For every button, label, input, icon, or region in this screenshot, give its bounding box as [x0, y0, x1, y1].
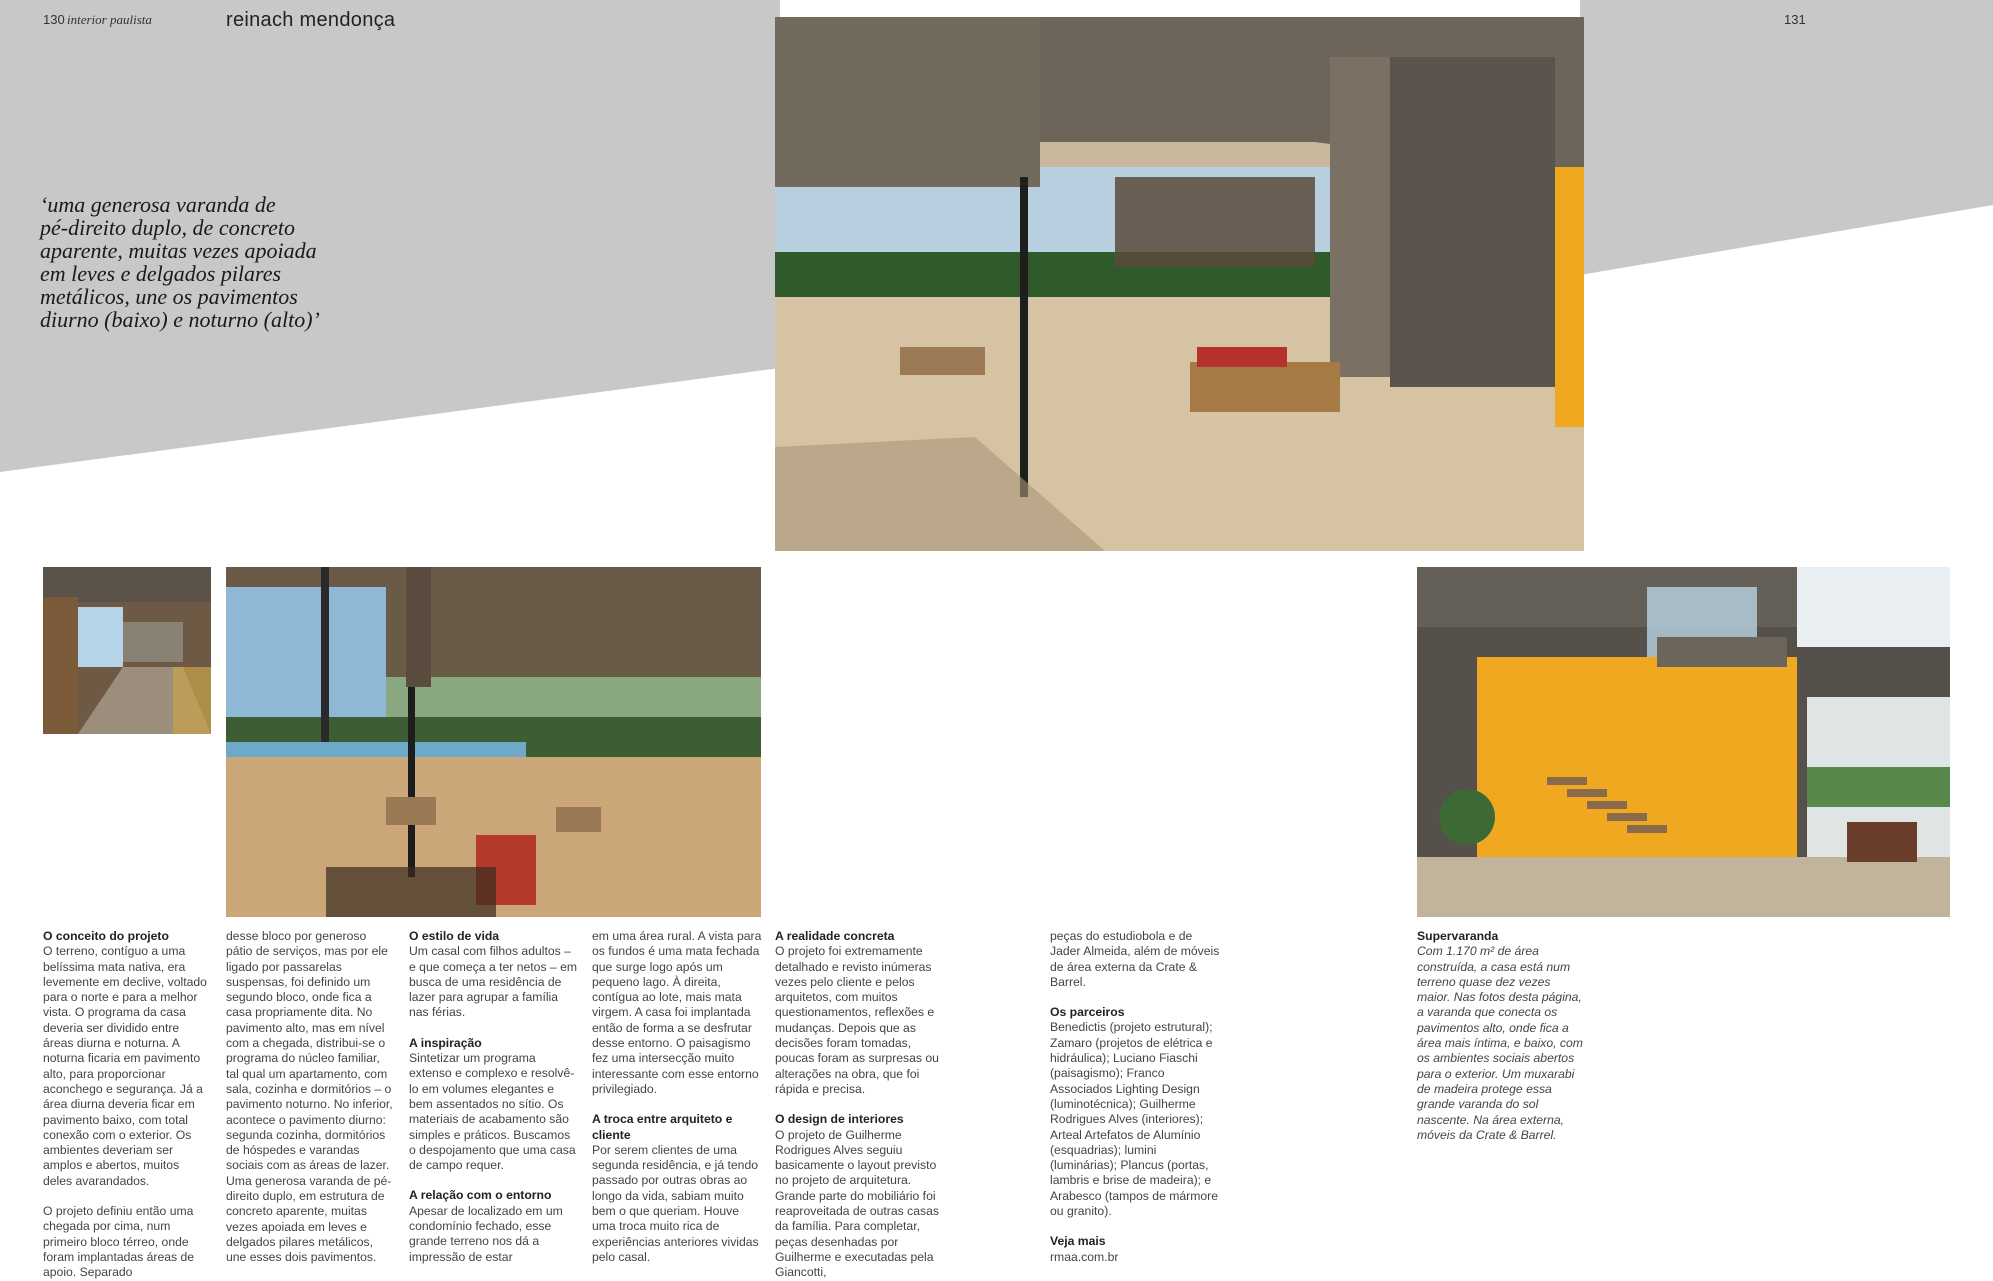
photo-caption — [1417, 929, 1587, 1143]
body-paragraph: peças do estudiobola e de Jader Almeida, além de móveis de área externa da Crate & Barrel. — [1050, 929, 1220, 989]
text-column-6 — [1050, 929, 1220, 1265]
veranda-pool-photo — [226, 567, 761, 917]
pull-quote-line: metálicos, une os pavimentos — [40, 284, 298, 309]
body-paragraph: O projeto definiu então uma chegada por cima, num primeiro bloco térreo, onde foram implantadas áreas de apoio. Separado — [43, 1204, 195, 1280]
yellow-wall-stairs-photo — [1417, 567, 1950, 917]
text-column-4 — [592, 929, 762, 1265]
section-name: interior paulista — [67, 12, 152, 27]
section-heading: Veja mais — [1050, 1234, 1106, 1249]
section-heading: A troca entre arquiteto e cliente — [592, 1112, 733, 1142]
body-paragraph: em uma área rural. A vista para os fundos é uma mata fechada que surge logo após um pequeno lago. À direita, contígua ao lote, mais mata virgem. A casa foi implantada então de forma a se desfrutar desse entorno. O paisagismo fez uma intersecção muito interessante com esse entorno privilegiado. — [592, 929, 762, 1096]
text-column-2 — [226, 929, 396, 1266]
body-paragraph: Benedictis (projeto estrutural); Zamaro (projetos de elétrica e hidráulica); Luciano Fiaschi (paisagismo); Franco Associados Lighting Design (luminotécnica); Guilherme Rodrigues Alves (interiores); Arteal Artefatos de Alumínio (esquadrias); lumini (luminárias); Plancus (portas, lambris e brise de madeira); e Arabesco (tampos de mármore ou granito). — [1050, 1020, 1218, 1219]
pull-quote — [40, 193, 400, 331]
body-paragraph: Um casal com filhos adultos – e que começa a ter netos – em busca de uma residência de lazer para agrupar a família nas férias. — [409, 944, 578, 1020]
section-heading: Os parceiros — [1050, 1005, 1125, 1020]
pull-quote-line: aparente, muitas vezes apoiada — [40, 238, 317, 263]
pull-quote-line: pé-direito duplo, de concreto — [40, 215, 295, 240]
section-heading: O design de interiores — [775, 1112, 904, 1127]
text-column-3 — [409, 929, 579, 1265]
section-heading: A relação com o entorno — [409, 1188, 552, 1203]
pull-quote-line: em leves e delgados pilares — [40, 261, 282, 286]
text-column-5 — [775, 929, 945, 1281]
section-heading: A realidade concreta — [775, 929, 895, 943]
body-paragraph: Apesar de localizado em um condomínio fechado, esse grande terreno nos dá a impressão de estar — [409, 1203, 563, 1264]
body-paragraph: Por serem clientes de uma segunda residência, e já tendo passado por outras obras ao longo da vida, sabiam muito bem o que queriam. Houve uma troca muito rica de experiências anteriores vividas pelo casal. — [592, 1142, 759, 1264]
author-name: reinach mendonça — [226, 9, 396, 31]
body-paragraph: O projeto foi extremamente detalhado e revisto inúmeras vezes pelo cliente e pelos arquitetos, com muitos questionamentos, reflexões e mudanças. Depois que as decisões foram tomadas, poucas foram as surpresas ou alterações na obra, que foi rápida e precisa. — [775, 944, 939, 1096]
website-link[interactable]: rmaa.com.br — [1050, 1249, 1119, 1264]
pull-quote-line: diurno (baixo) e noturno (alto)’ — [40, 307, 320, 332]
caption-heading: Supervaranda — [1417, 929, 1499, 943]
corridor-photo — [43, 567, 211, 734]
section-heading: O conceito do projeto — [43, 929, 169, 943]
right-page-number: 131 — [1784, 12, 1806, 27]
body-paragraph: Sintetizar um programa extenso e complexo e resolvê-lo em volumes elegantes e bem assentados no sítio. Os materiais de acabamento são simples e práticos. Buscamos o despojamento que uma casa de campo requer. — [409, 1051, 576, 1173]
left-page-number: 130 — [43, 12, 65, 27]
caption-text: Com 1.170 m² de área construída, a casa está num terreno quase dez vezes maior. Nas fotos desta página, a varanda que conecta os pavimentos alto, onde fica a área mais íntima, e baixo, com os ambientes sociais abertos para o exterior. Um muxarabi de madeira protege essa grande varanda do sol nascente. Na área externa, móveis da Crate & Barrel. — [1417, 944, 1583, 1142]
main-veranda-photo — [775, 17, 1584, 551]
body-paragraph: O terreno, contíguo a uma belíssima mata nativa, era levemente em declive, voltado para o norte e para a melhor vista. O programa da casa deveria ser dividido entre áreas diurna e noturna. A noturna ficaria em pavimento alto, para proporcionar aconchego e segurança. Já a área diurna deveria ficar em pavimento baixo, com total conexão com o exterior. Os ambientes deveriam ser amplos e abertos, muitos deles avarandados. — [43, 944, 207, 1188]
pull-quote-line: ‘uma generosa varanda de — [40, 192, 276, 217]
text-column-1 — [43, 929, 211, 1281]
section-heading: O estilo de vida — [409, 929, 500, 943]
section-heading: A inspiração — [409, 1035, 482, 1050]
body-paragraph: O projeto de Guilherme Rodrigues Alves seguiu basicamente o layout previsto no projeto de arquitetura. Grande parte do mobiliário foi reaproveitada de outras casas da família. Para completar, peças desenhadas por Guilherme e executadas pela Giancotti, — [775, 1127, 939, 1280]
body-paragraph: desse bloco por generoso pátio de serviços, mas por ele ligado por passarelas suspensas, foi definido um segundo bloco, onde fica a casa propriamente dita. No pavimento alto, mas em nível com a chegada, distribui-se o programa do núcleo familiar, tal qual um apartamento, com sala, cozinha e dormitórios – o pavimento noturno. No inferior, acontece o pavimento diurno: segunda cozinha, dormitórios de hóspedes e varandas sociais com as áreas de lazer. Uma generosa varanda de pé-direito duplo, em estrutura de concreto aparente, muitas vezes apoiada em leves e delgados pilares metálicos, une esses dois pavimentos. — [226, 929, 393, 1265]
